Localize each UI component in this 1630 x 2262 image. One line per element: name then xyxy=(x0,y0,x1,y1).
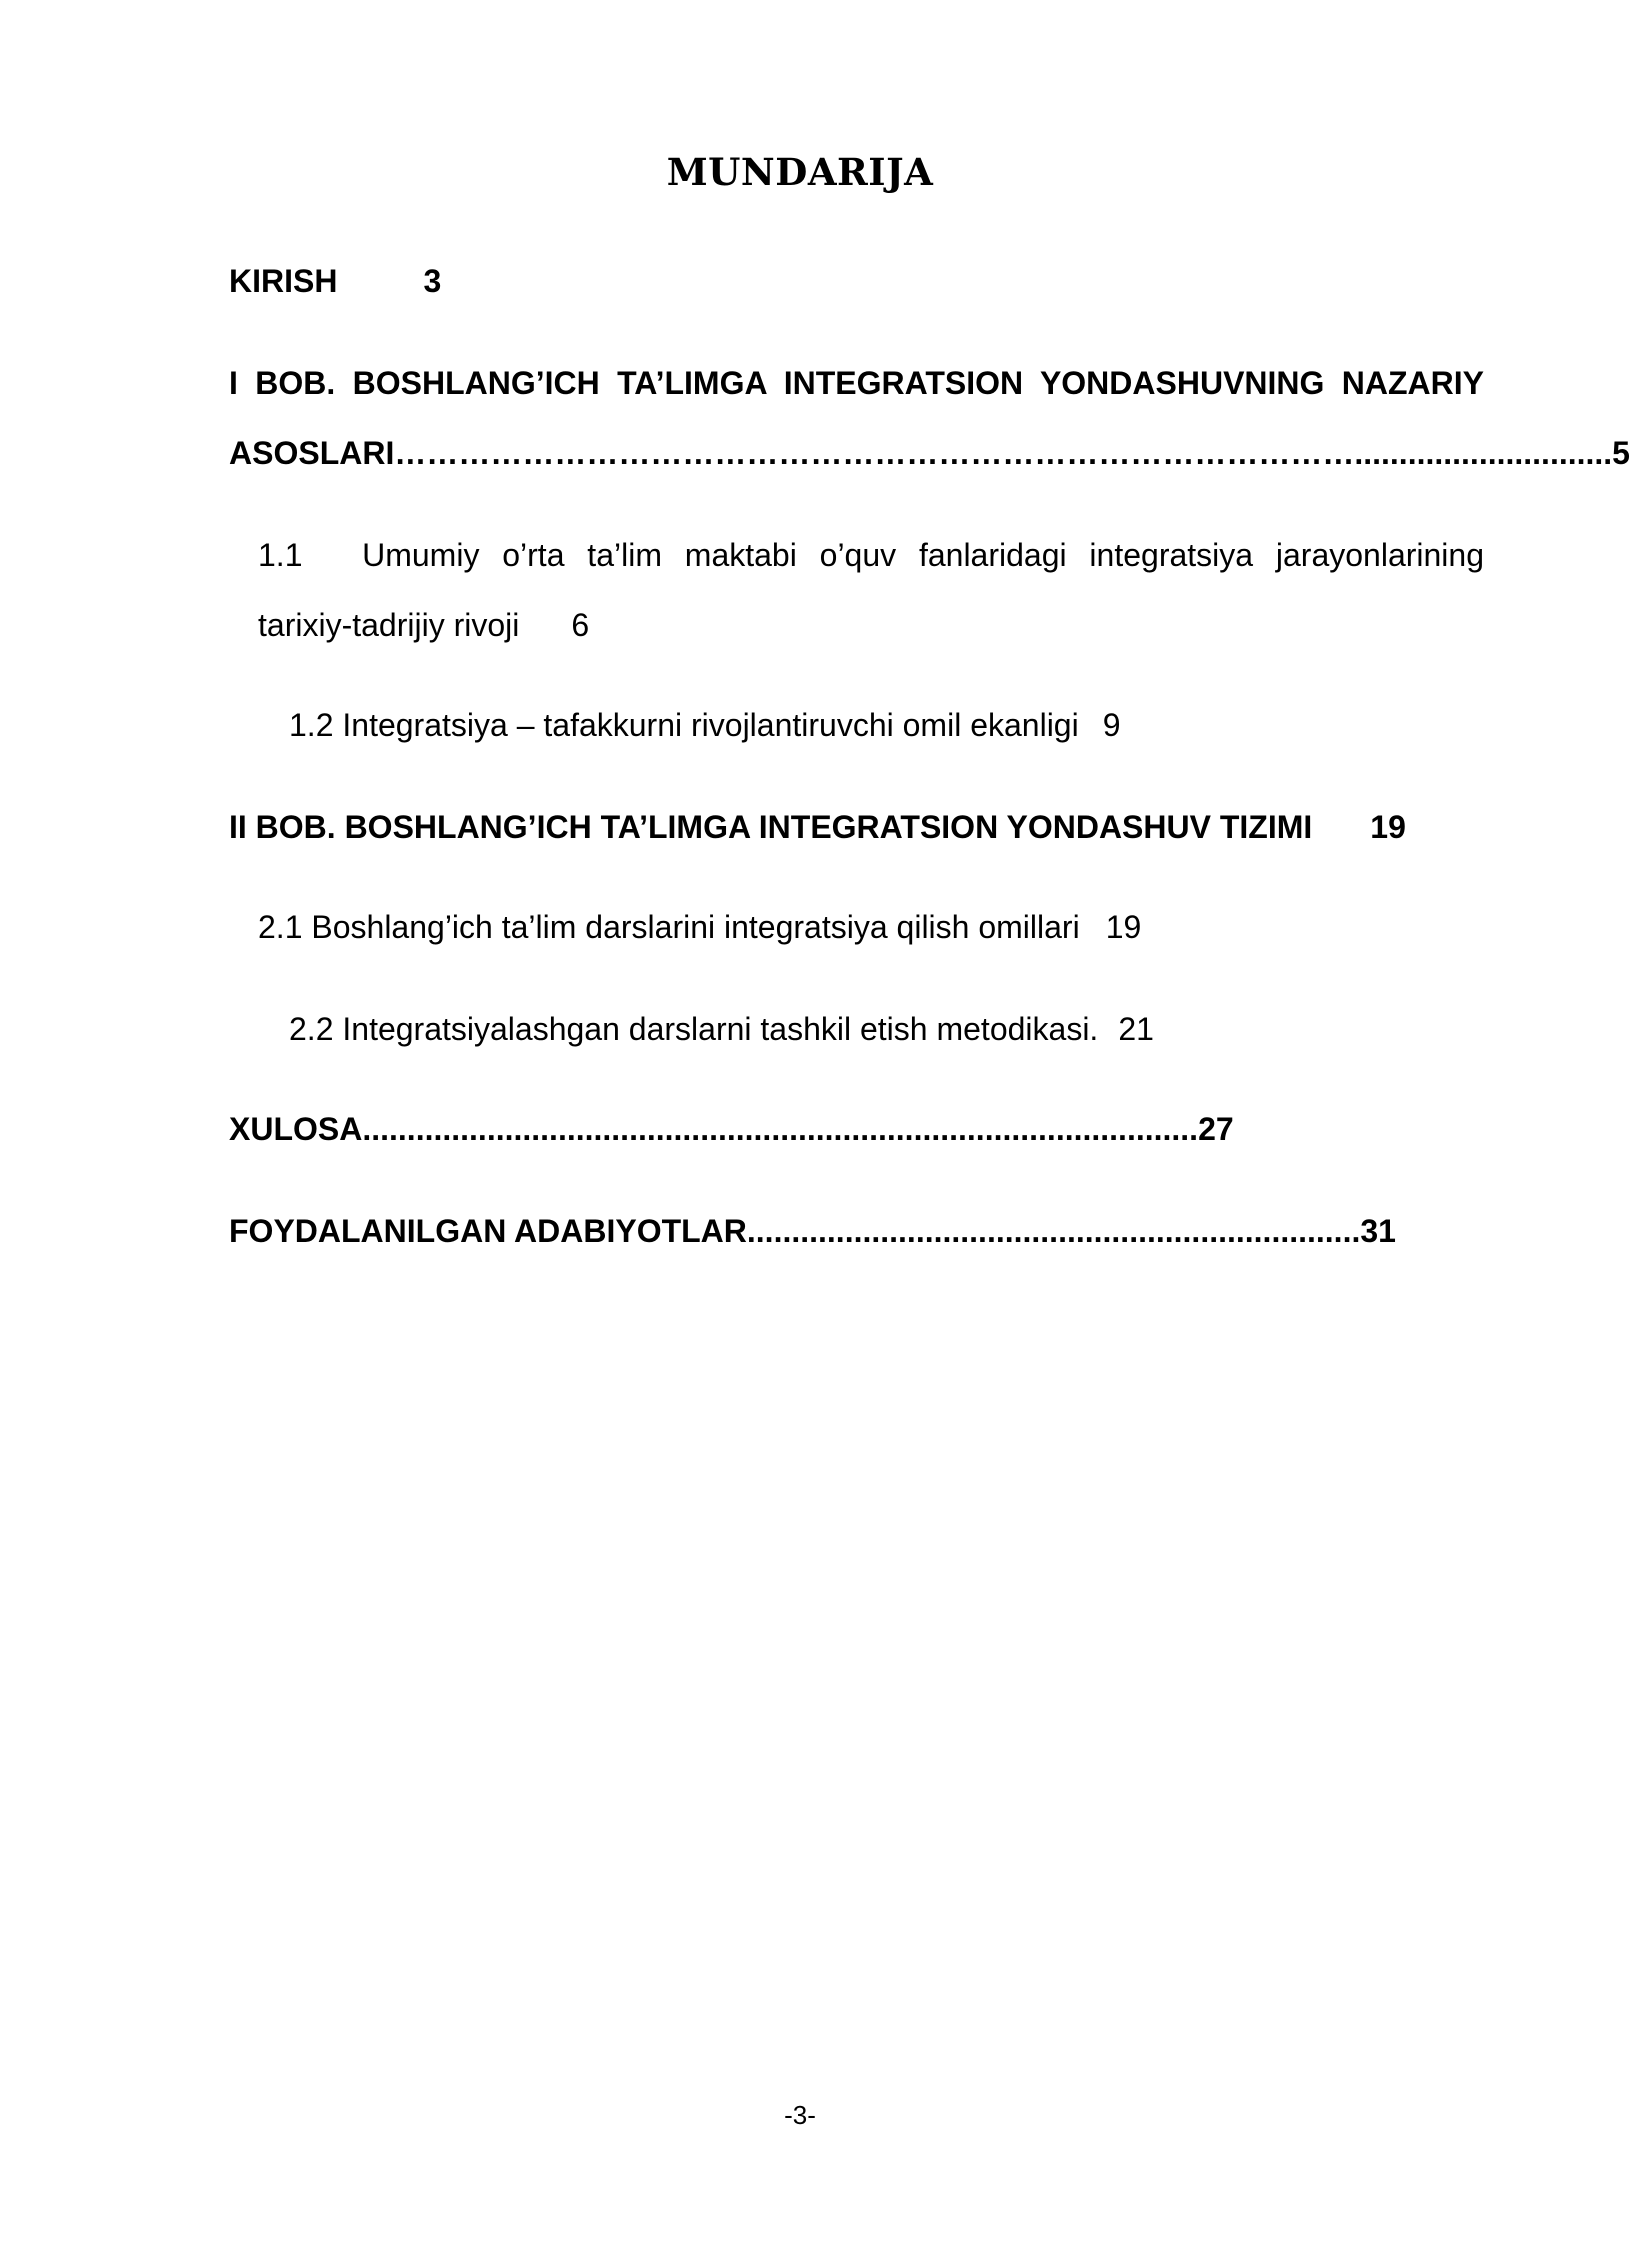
toc-section-number: 1.1 xyxy=(258,537,303,573)
toc-entry-xulosa xyxy=(229,1094,1484,1164)
toc-section-line xyxy=(258,520,1484,590)
toc-page-number: 21 xyxy=(1118,1011,1154,1047)
toc-entry-adabiyotlar xyxy=(229,1196,1484,1266)
toc-chapter-title-cont: ASOSLARI……………………………………………………………………………….............................5 xyxy=(229,435,1630,471)
toc-references: FOYDALANILGAN ADABIYOTLAR.....................................................................31 xyxy=(229,1213,1396,1249)
page-number: -3- xyxy=(784,2100,816,2130)
toc-section-title-cont: tarixiy-tadrijiy rivoji xyxy=(258,607,520,643)
toc-entry-bob1 xyxy=(229,348,1484,418)
toc-conclusion: XULOSA..............................................................................................27 xyxy=(229,1111,1234,1147)
toc-page-number: 19 xyxy=(1370,809,1406,845)
toc-section-title: 1.2 Integratsiya – tafakkurni rivojlantiruvchi omil ekanligi xyxy=(289,707,1079,743)
toc-section-title: 2.2 Integratsiyalashgan darslarni tashkil etish metodikasi. xyxy=(289,1011,1099,1047)
page-title: MUNDARIJA xyxy=(666,150,934,194)
toc-entry-2-2 xyxy=(289,994,1484,1064)
toc-chapter-title: II BOB. BOSHLANG’ICH TA’LIMGA INTEGRATSION YONDASHUV TIZIMI xyxy=(229,809,1313,845)
toc-page-number: 3 xyxy=(423,263,442,299)
toc-page-number: 6 xyxy=(571,607,590,643)
toc-entry-1-1-cont xyxy=(258,590,1484,660)
toc-entry-kirish xyxy=(229,246,1484,316)
toc-chapter-title: I BOB. BOSHLANG’ICH TA’LIMGA INTEGRATSION YONDASHUVNING NAZARIY xyxy=(229,365,1484,401)
toc-entry-2-1 xyxy=(258,892,1484,962)
toc-label: KIRISH xyxy=(229,263,338,299)
toc-section-title: 2.1 Boshlang’ich ta’lim darslarini integratsiya qilish omillari xyxy=(258,909,1080,945)
toc-entry-1-2 xyxy=(289,690,1484,760)
toc-page-number: 19 xyxy=(1105,909,1142,945)
toc-page-number: 9 xyxy=(1102,707,1121,743)
toc-entry-bob1-cont xyxy=(229,418,1630,488)
toc-entry-bob2 xyxy=(229,792,1484,862)
toc-section-title: Umumiy o’rta ta’lim maktabi o’quv fanlaridagi integratsiya jarayonlarining xyxy=(362,537,1485,573)
toc-entry-1-1 xyxy=(258,520,1484,590)
